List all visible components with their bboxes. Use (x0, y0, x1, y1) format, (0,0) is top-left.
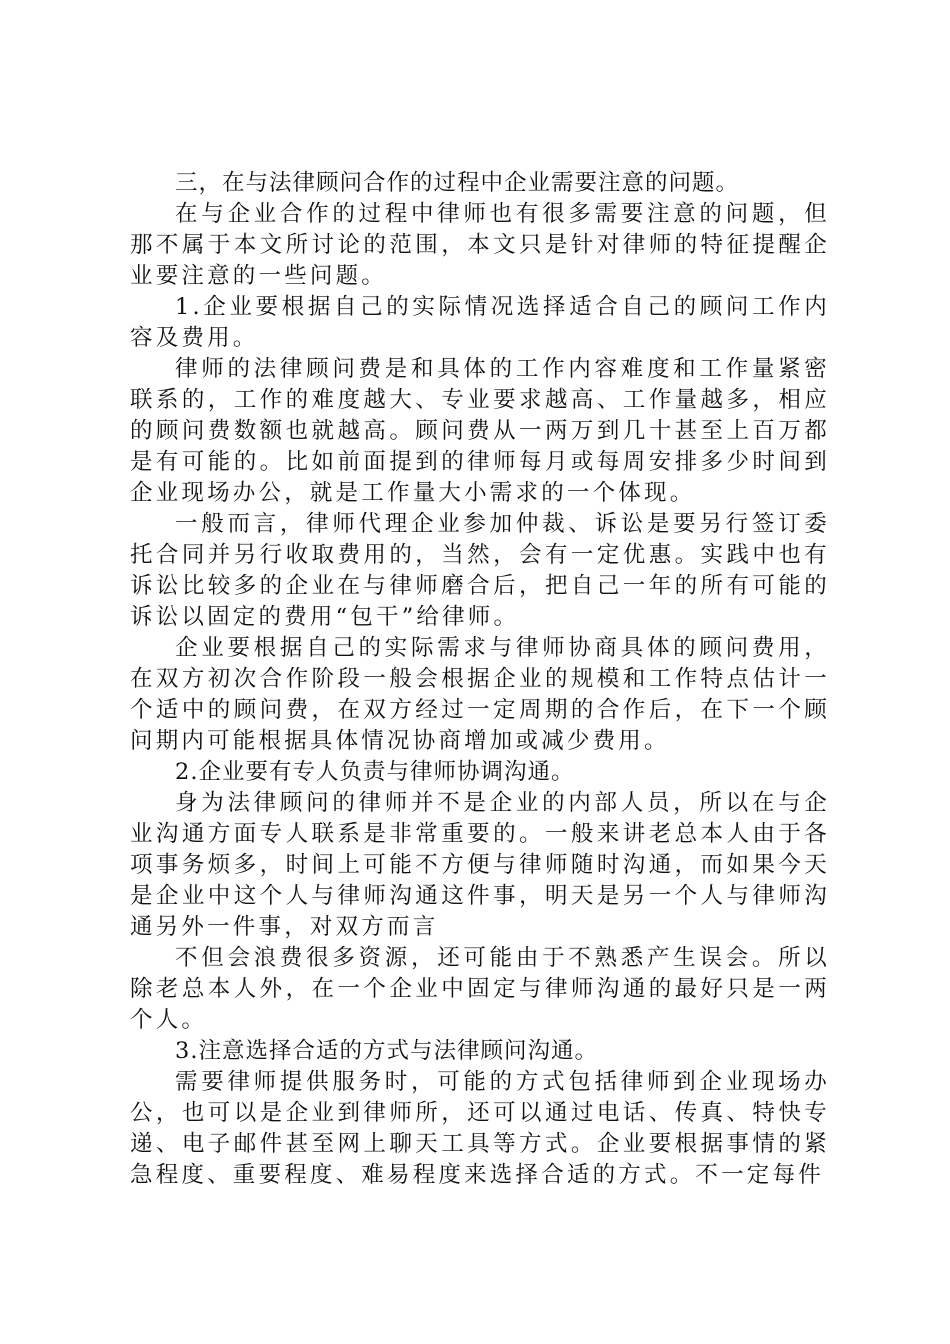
item-1-paragraph-1: 律师的法律顾问费是和具体的工作内容难度和工作量紧密联系的，工作的难度越大、专业要求越高、工作量越多，相应的顾问费数额也就越高。顾问费从一两万到几十甚至上百万都是有可能的。比如前面提到的律师每月或每周安排多少时间到企业现场办公，就是工作量大小需求的一个体现。 (130, 356, 830, 506)
intro-paragraph: 在与企业合作的过程中律师也有很多需要注意的问题，但那不属于本文所讨论的范围，本文只是针对律师的特征提醒企业要注意的一些问题。 (130, 201, 830, 289)
item-2-paragraph-1: 身为法律顾问的律师并不是企业的内部人员，所以在与企业沟通方面专人联系是非常重要的。一般来讲老总本人由于各项事务烦多，时间上可能不方便与律师随时沟通，而如果今天是企业中这个人与律师沟通这件事，明天是另一个人与律师沟通另外一件事，对双方而言 (130, 790, 830, 940)
item-3-paragraph-1: 需要律师提供服务时，可能的方式包括律师到企业现场办公，也可以是企业到律师所，还可以通过电话、传真、特快专递、电子邮件甚至网上聊天工具等方式。企业要根据事情的紧急程度、重要程度、难易程度来选择合适的方式。不一定每件 (130, 1069, 830, 1188)
item-2-title: 2.企业要有专人负责与律师协调沟通。 (175, 759, 575, 785)
item-1-paragraph-2: 一般而言，律师代理企业参加仲裁、诉讼是要另行签订委托合同并另行收取费用的，当然，会有一定优惠。实践中也有诉讼比较多的企业在与律师磨合后，把自己一年的所有可能的诉讼以固定的费用“包干”给律师。 (130, 511, 830, 630)
document-body (130, 168, 830, 1191)
item-1-title: 1.企业要根据自己的实际情况选择适合自己的顾问工作内容及费用。 (130, 294, 830, 351)
item-1-paragraph-3: 企业要根据自己的实际需求与律师协商具体的顾问费用，在双方初次合作阶段一般会根据企业的规模和工作特点估计一个适中的顾问费，在双方经过一定周期的合作后，在下一个顾问期内可能根据具体情况协商增加或减少费用。 (130, 635, 830, 754)
item-3-title: 3.注意选择合适的方式与法律顾问沟通。 (175, 1038, 598, 1064)
section-heading: 三，在与法律顾问合作的过程中企业需要注意的问题。 (175, 170, 740, 196)
item-2-paragraph-2: 不但会浪费很多资源，还可能由于不熟悉产生误会。所以除老总本人外，在一个企业中固定与律师沟通的最好只是一两个人。 (130, 945, 830, 1033)
